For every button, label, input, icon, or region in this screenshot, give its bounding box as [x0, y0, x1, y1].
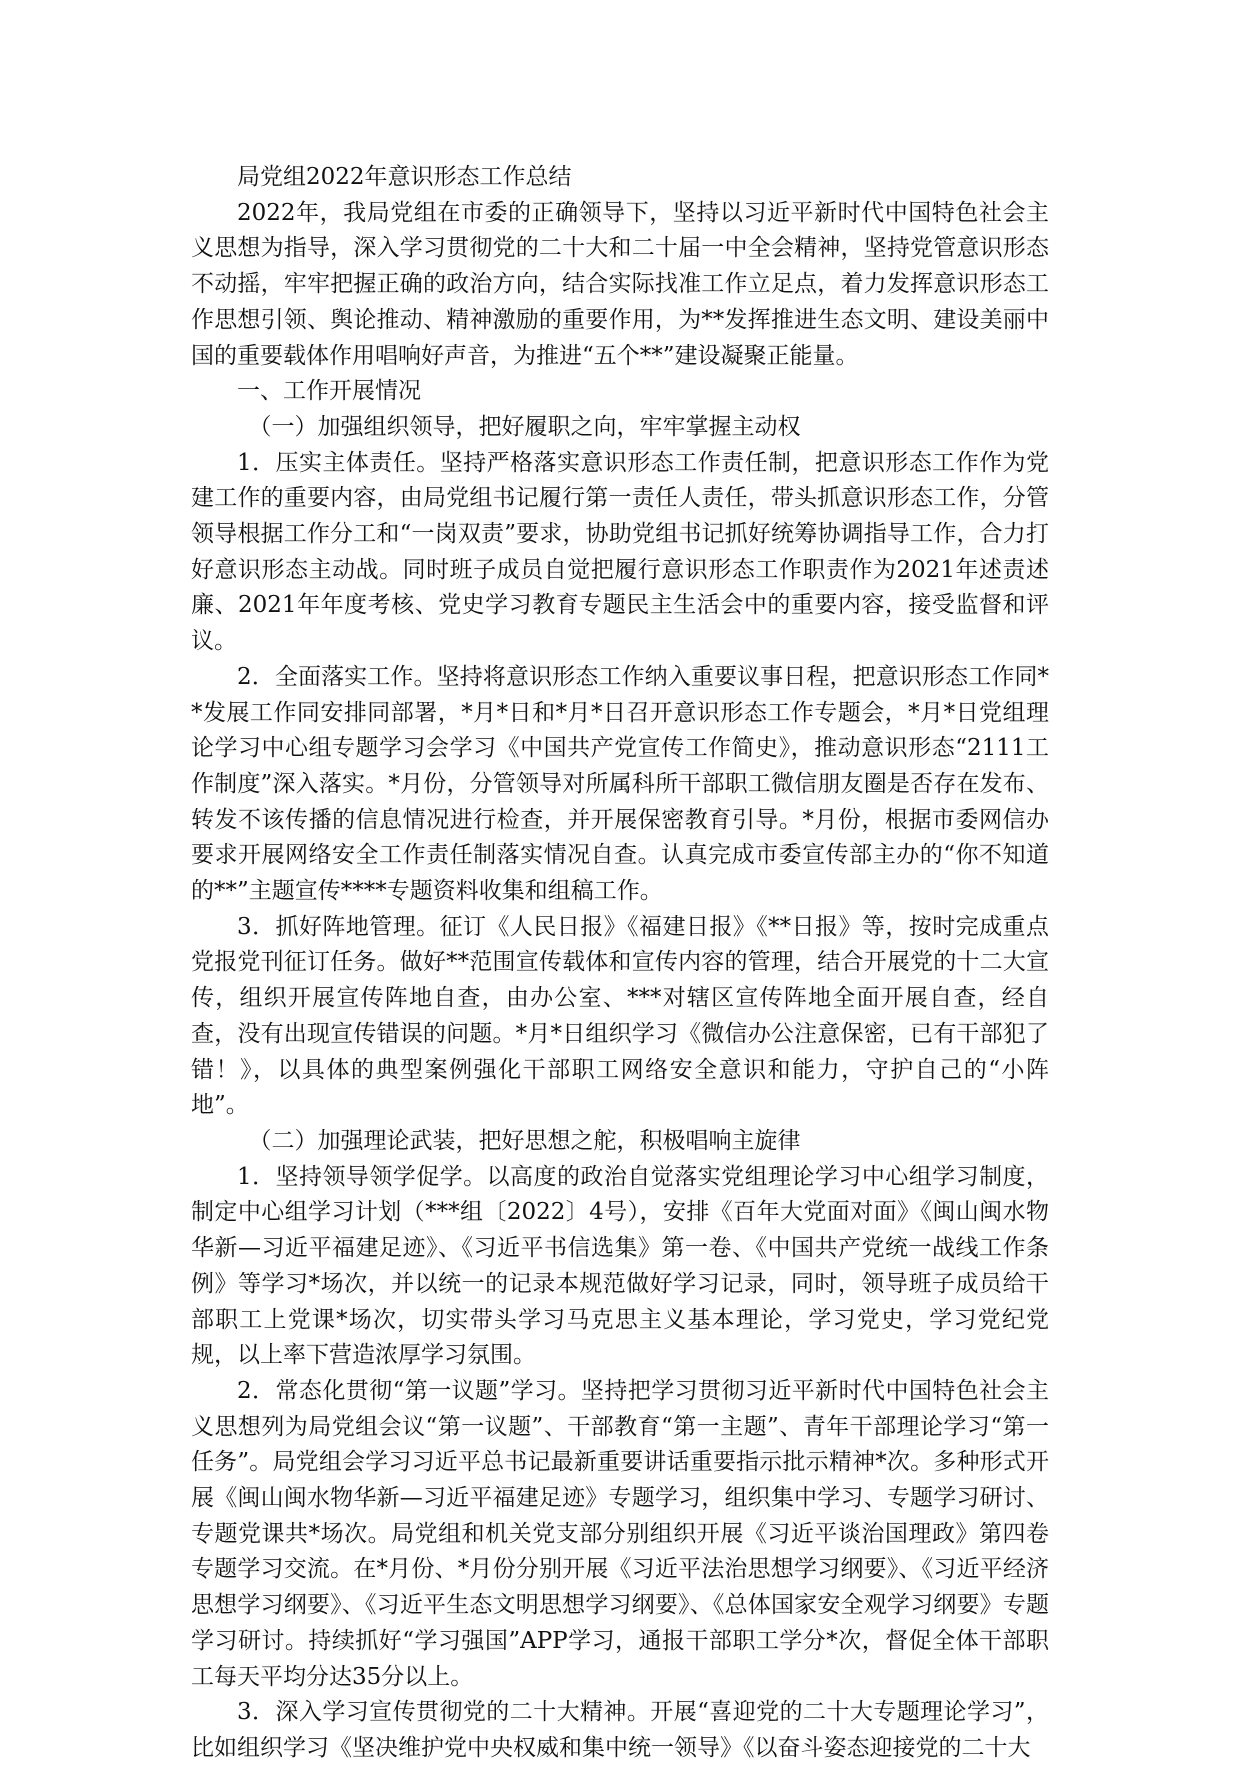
body-paragraph: 3．抓好阵地管理。征订《人民日报》《福建日报》《**日报》等，按时完成重点党报党刊征订任务。做好**范围宣传载体和宣传内容的管理，结合开展党的十二大宣传，组织开展宣传阵地自查，由办公室、***对辖区宣传阵地全面开展自查，经自查，没有出现宣传错误的问题。*月*日组织学习《微信办公注意保密，已有干部犯了错！》，以具体的典型案例强化干部职工网络安全意识和能力，守护自己的“小阵地”。 — [191, 913, 1049, 1119]
body-paragraph: 1．压实主体责任。坚持严格落实意识形态工作责任制，把意识形态工作作为党建工作的重要内容，由局党组书记履行第一责任人责任，带头抓意识形态工作，分管领导根据工作分工和“一岗双责”要求，协助党组书记抓好统筹协调指导工作，合力打好意识形态主动战。同时班子成员自觉把履行意识形态工作职责作为2021年述责述廉、2021年年度考核、党史学习教育专题民主生活会中的重要内容，接受监督和评议。 — [191, 449, 1049, 655]
document-title: 局党组2022年意识形态工作总结 — [237, 164, 572, 190]
intro-paragraph: 2022年，我局党组在市委的正确领导下，坚持以习近平新时代中国特色社会主义思想为指导，深入学习贯彻党的二十大和二十届一中全会精神，坚持党管意识形态不动摇，牢牢把握正确的政治方向，结合实际找准工作立足点，着力发挥意识形态工作思想引领、舆论推动、精神激励的重要作用，为**发挥推进生态文明、建设美丽中国的重要载体作用唱响好声音，为推进“五个**”建设凝聚正能量。 — [191, 199, 1049, 369]
body-paragraph: 2．全面落实工作。坚持将意识形态工作纳入重要议事日程，把意识形态工作同**发展工作同安排同部署，*月*日和*月*日召开意识形态工作专题会，*月*日党组理论学习中心组专题学习会学习《中国共产党宣传工作简史》，推动意识形态“2111工作制度”深入落实。*月份，分管领导对所属科所干部职工微信朋友圈是否存在发布、转发不该传播的信息情况进行检查，并开展保密教育引导。*月份，根据市委网信办要求开展网络安全工作责任制落实情况自查。认真完成市委宣传部主办的“你不知道的**”主题宣传****专题资料收集和组稿工作。 — [191, 663, 1050, 905]
body-paragraph: 1．坚持领导领学促学。以高度的政治自觉落实党组理论学习中心组学习制度，制定中心组学习计划（***组〔2022〕4号），安排《百年大党面对面》《闽山闽水物华新—习近平福建足迹》、《习近平书信选集》第一卷、《中国共产党统一战线工作条例》等学习*场次，并以统一的记录本规范做好学习记录，同时，领导班子成员给干部职工上党课*场次，切实带头学习马克思主义基本理论，学习党史，学习党纪党规，以上率下营造浓厚学习氛围。 — [191, 1163, 1049, 1369]
subsection-heading: （一）加强组织领导，把好履职之向，牢牢掌握主动权 — [248, 413, 801, 440]
body-paragraph: 2．常态化贯彻“第一议题”学习。坚持把学习贯彻习近平新时代中国特色社会主义思想列为局党组会议“第一议题”、干部教育“第一主题”、青年干部理论学习“第一任务”。局党组会学习习近平总书记最新重要讲话重要指示批示精神*次。多种形式开展《闽山闽水物华新—习近平福建足迹》专题学习，组织集中学习、专题学习研讨、专题党课共*场次。局党组和机关党支部分别组织开展《习近平谈治国理政》第四卷专题学习交流。在*月份、*月份分别开展《习近平法治思想学习纲要》、《习近平经济思想学习纲要》、《习近平生态文明思想学习纲要》、《总体国家安全观学习纲要》专题学习研讨。持续抓好“学习强国”APP学习，通报干部职工学分*次，督促全体干部职工每天平均分达35分以上。 — [191, 1377, 1049, 1690]
document-body — [191, 160, 1049, 1767]
subsection-heading: （二）加强理论武装，把好思想之舵，积极唱响主旋律 — [248, 1127, 801, 1154]
body-paragraph: 3．深入学习宣传贯彻党的二十大精神。开展“喜迎党的二十大专题理论学习”，比如组织学习《坚决维护党中央权威和集中统一领导》《以奋斗姿态迎接党的二十大 — [191, 1699, 1049, 1761]
section-heading: 一、工作开展情况 — [237, 378, 421, 405]
